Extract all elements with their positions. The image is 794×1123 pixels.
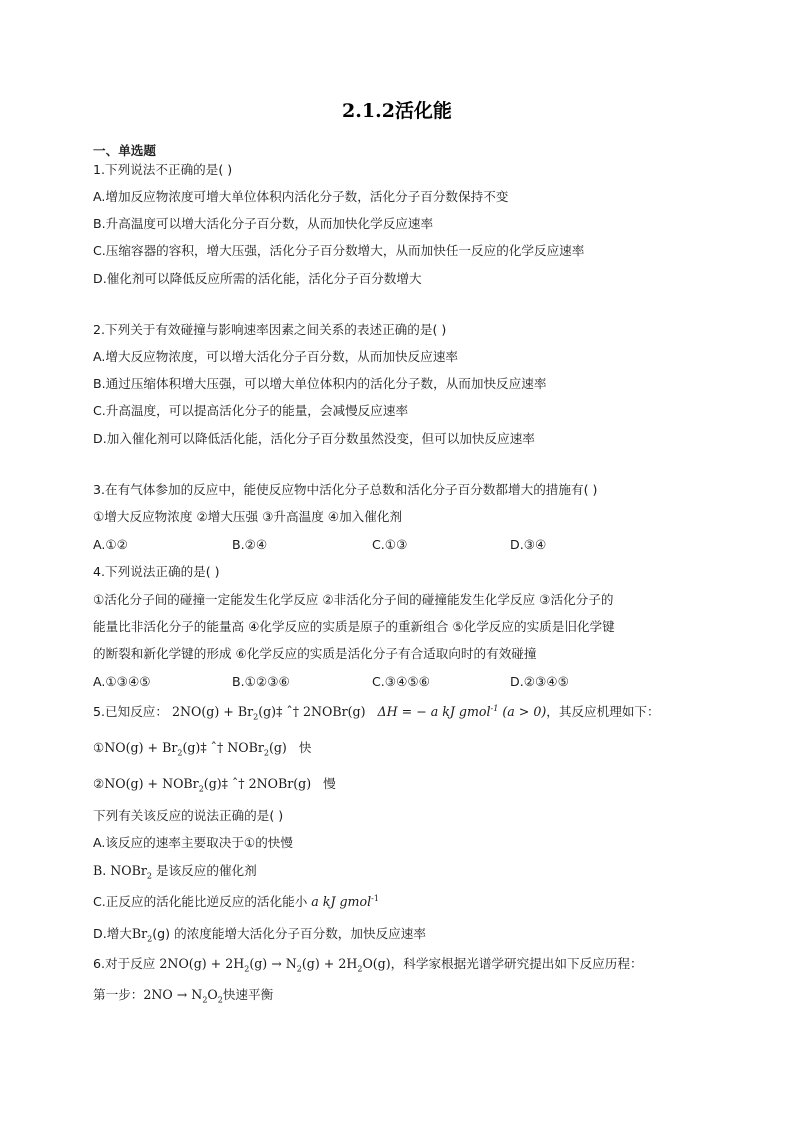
- question-2-stem: 2.下列关于有效碰撞与影响速率因素之间关系的表述正确的是( ): [93, 322, 447, 337]
- step-1-rate: 快: [298, 740, 312, 755]
- question-1-stem: 1.下列说法不正确的是( ): [93, 162, 233, 177]
- question-2-option-c: C.升高温度，可以提高活化分子的能量，会减慢反应速率: [93, 403, 409, 418]
- question-5-stem: [93, 704, 660, 720]
- question-1-option-b: B.升高温度可以增大活化分子百分数，从而加快化学反应速率: [93, 216, 434, 231]
- condition: (a > 0): [502, 704, 547, 719]
- question-3-option-c: C.①③: [372, 537, 408, 552]
- question-4-option-c: C.③④⑤⑥: [372, 674, 430, 689]
- mechanism-step-1: ①NO(g) + $Br_2(g)\ddagger$ ˆ† NOBr$_2$(g) 快: [93, 740, 312, 758]
- question-5-option-a: A.该反应的速率主要取决于①的快慢: [93, 835, 293, 850]
- question-4-stem: 4.下列说法正确的是( ): [93, 564, 220, 579]
- reaction-equation-6: $2NO(g) + 2H_2(g) \to N_2(g) + 2H_2O(g)$: [159, 956, 391, 974]
- reaction-equation: $2NO(g) + Br_2(g)\ddagger$ ˆ† 2NOBr(g): [172, 704, 366, 722]
- section-heading: 一、单选题: [93, 143, 156, 158]
- question-3-option-b: B.②④: [232, 537, 268, 552]
- question-5-prefix: 5.已知反应：: [93, 704, 168, 719]
- question-5-option-c: C.正反应的活化能比逆反应的活化能小 a kJ gmol$^{-1}$: [93, 893, 379, 909]
- question-4-statements-line-3: 的断裂和新化学键的形成 ⑥化学反应的实质是活化分子有合适取向时的有效碰撞: [93, 646, 537, 661]
- question-5-sub-stem: 下列有关该反应的说法正确的是( ): [93, 808, 284, 823]
- question-1-option-a: A.增加反应物浓度可增大单位体积内活化分子数，活化分子百分数保持不变: [93, 189, 509, 204]
- mechanism-step-2: ②NO(g) + NOBr$_2$(g)‡ ˆ† 2NOBr(g) 慢: [93, 776, 336, 794]
- question-1-option-d: D.催化剂可以降低反应所需的活化能，活化分子百分数增大: [93, 271, 422, 286]
- question-4-statements-line-2: 能量比非活化分子的能量高 ④化学反应的实质是原子的重新组合 ⑤化学反应的实质是旧化学键: [93, 619, 615, 634]
- question-2-option-b: B.通过压缩体积增大压强，可以增大单位体积内的活化分子数，从而加快反应速率: [93, 376, 547, 391]
- question-5-option-b: B. NOBr$_2$ 是该反应的催化剂: [93, 863, 257, 881]
- step-2-rate: 慢: [323, 776, 336, 791]
- question-5-option-d: D.增大$Br_2(g)$ 的浓度能增大活化分子百分数，加快反应速率: [93, 926, 426, 944]
- question-3-option-a: A.①②: [93, 537, 128, 552]
- question-2-option-a: A.增大反应物浓度，可以增大活化分子百分数，从而加快反应速率: [93, 349, 459, 364]
- question-3-stem: 3.在有气体参加的反应中，能使反应物中活化分子总数和活化分子百分数都增大的措施有( ): [93, 482, 598, 497]
- question-4-option-a: A.①③④⑤: [93, 674, 151, 689]
- question-2-option-d: D.加入催化剂可以降低活化能，活化分子百分数虽然没变，但可以加快反应速率: [93, 431, 535, 446]
- page-title: 2.1.2活化能: [342, 100, 452, 122]
- question-4-statements-line-1: ①活化分子间的碰撞一定能发生化学反应 ②非活化分子间的碰撞能发生化学反应 ③活化分子的: [93, 592, 614, 607]
- question-1-option-c: C.压缩容器的容积，增大压强，活化分子百分数增大，从而加快任一反应的化学反应速率: [93, 243, 585, 258]
- question-5-suffix: ，其反应机理如下：: [546, 704, 660, 719]
- enthalpy-change: ΔH = − a kJ gmol$^{-1}$: [377, 703, 499, 719]
- question-3-measures: ①增大反应物浓度 ②增大压强 ③升高温度 ④加入催化剂: [93, 509, 403, 524]
- question-3-option-d: D.③④: [510, 537, 547, 552]
- question-6-stem: 6.对于反应 $2NO(g) + 2H_2(g) \to N_2(g) + 2H_2O(g)$，科学家根据光谱学研究提出如下反应历程：: [93, 956, 643, 974]
- question-4-option-b: B.①②③⑥: [232, 674, 290, 689]
- question-6-step-1: 第一步：$2NO \to N_2O_2$快速平衡: [93, 987, 274, 1005]
- question-4-option-d: D.②③④⑤: [510, 674, 569, 689]
